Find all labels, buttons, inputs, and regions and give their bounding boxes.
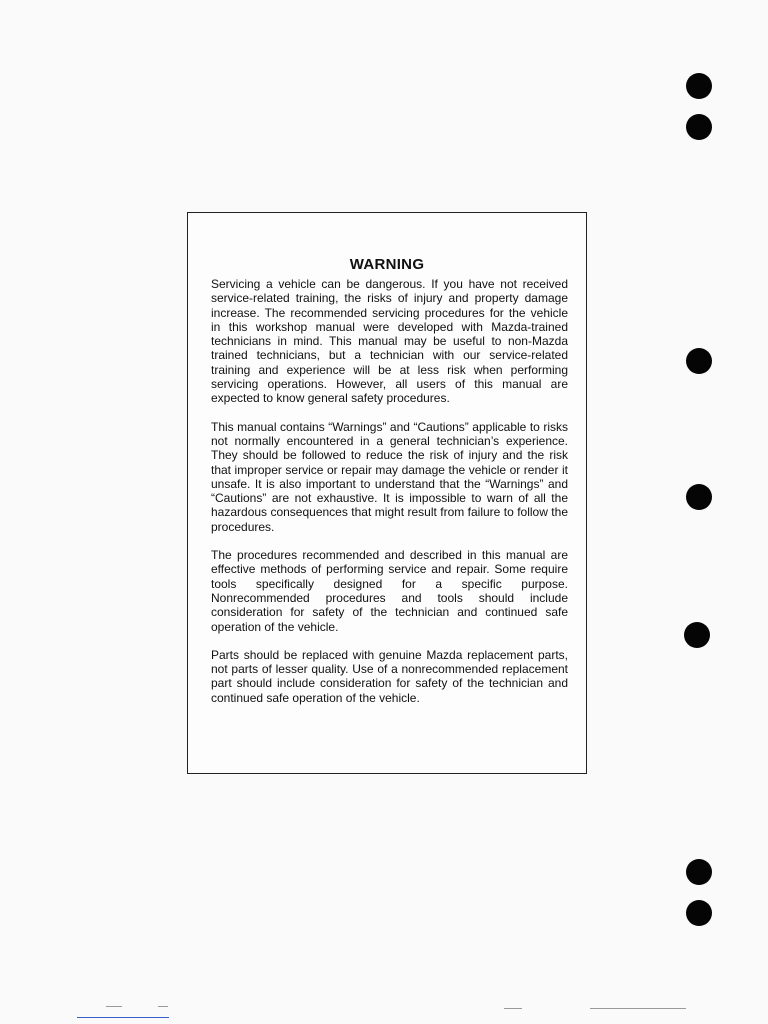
warning-title: WARNING [349, 256, 425, 273]
punch-hole [686, 900, 712, 926]
scan-artifact-line [77, 1017, 169, 1018]
punch-hole [686, 73, 712, 99]
punch-hole [686, 859, 712, 885]
scan-artifact-line [158, 1006, 168, 1007]
warning-body [211, 277, 568, 719]
punch-hole [684, 622, 710, 648]
scan-artifact-line [504, 1008, 522, 1009]
warning-paragraph: Parts should be replaced with genuine Mazda replacement parts, not parts of lesser quality. Use of a nonrecommended replacement part should include consideration for safety of the technician and continued safe operation of the vehicle. [211, 647, 568, 705]
warning-paragraph: Servicing a vehicle can be dangerous. If you have not received service-related training, the risks of injury and property damage increase. The recommended servicing procedures for the vehicle in this workshop manual were developed with Mazda-trained technicians in mind. This manual may be useful to non-Mazda trained technicians, but a technician with our service-related training and experience will be at less risk when performing servicing operations. However, all users of this manual are expected to know general safety procedures. [211, 277, 568, 406]
warning-paragraph: This manual contains “Warnings” and “Cautions” applicable to risks not normally encountered in a general technician’s experience. They should be followed to reduce the risk of injury and the risk that improper service or repair may damage the vehicle or render it unsafe. It is also important to understand that the “Warnings” and “Cautions” are not exhaustive. It is impossible to warn of all the hazardous consequences that might result from failure to follow the procedures. [211, 419, 568, 534]
punch-hole [686, 348, 712, 374]
scan-artifact-line [106, 1006, 122, 1007]
warning-paragraph: The procedures recommended and described in this manual are effective methods of performing service and repair. Some require tools specifically designed for a specific purpose. Nonrecommended procedures and tools should include consideration for safety of the technician and continued safe operation of the vehicle. [211, 548, 568, 634]
scan-artifact-line [590, 1008, 686, 1009]
punch-hole [686, 114, 712, 140]
warning-notice-box [187, 212, 587, 774]
punch-hole [686, 484, 712, 510]
